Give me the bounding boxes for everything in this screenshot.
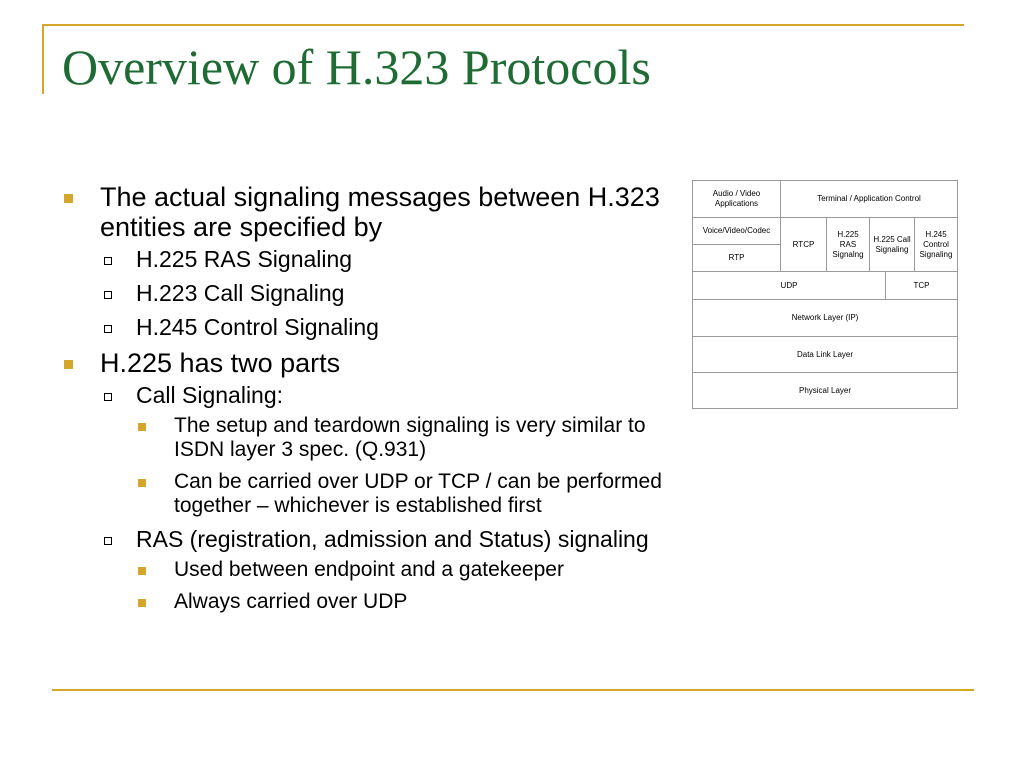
stack-cell-udp: UDP [780,280,798,290]
stack-cell-data-link-layer: Data Link Layer [796,349,854,359]
stack-cell-network-layer: Network Layer (IP) [791,313,859,322]
hollow-square-bullet-icon [104,537,112,545]
stack-cell-rtcp: RTCP [792,239,815,249]
sub-sub-bullet-text: Always carried over UDP [174,590,408,613]
bullet-text: H.225 has two parts [100,348,341,378]
square-bullet-icon [138,567,146,575]
sub-sub-bullet-item [136,590,672,614]
sub-sub-bullet-item [136,558,672,582]
stack-cell-audio-video-applications: Audio / Video Applications [712,189,761,208]
sub-sub-bullet-item [136,414,672,462]
sub-sub-bullet-text: Can be carried over UDP or TCP / can be performed together – whichever is established first [174,470,662,517]
stack-cell-voice-video-codec: Voice/Video/Codec [702,226,771,235]
left-accent-rule [42,24,44,94]
sub-bullet-text: H.225 RAS Signaling [136,246,353,272]
slide-title: Overview of H.323 Protocols [62,39,651,95]
bullet-item [62,182,672,340]
bullet-content [62,182,672,622]
stack-cell-h245-control: H.245 Control Signaling [919,229,953,259]
sub-sub-bullet-item [136,470,672,518]
square-bullet-icon [138,479,146,487]
stack-cell-rtp: RTP [728,253,745,262]
sub-bullet-item [100,280,672,306]
stack-cell-h225-ras: H.225 RAS Signalng [832,229,864,259]
sub-bullet-text: Call Signaling: [136,382,284,408]
sub-bullet-item [100,246,672,272]
hollow-square-bullet-icon [104,325,112,333]
sub-sub-bullet-list [136,558,672,614]
bottom-accent-rule [52,689,974,691]
square-bullet-icon [138,423,146,431]
square-bullet-icon [64,360,73,369]
hollow-square-bullet-icon [104,291,112,299]
stack-cell-terminal-application-control: Terminal / Application Control [817,194,921,203]
sub-sub-bullet-list [136,414,672,518]
stack-cell-physical-layer: Physical Layer [798,385,852,395]
sub-bullet-item [100,526,672,614]
square-bullet-icon [64,194,73,203]
stack-cell-tcp: TCP [913,280,930,290]
sub-bullet-text: H.223 Call Signaling [136,280,345,306]
top-accent-rule [42,24,964,26]
hollow-square-bullet-icon [104,257,112,265]
stack-cell-h225-call: H.225 Call Signaling [873,234,911,254]
sub-bullet-item [100,314,672,340]
protocol-stack-diagram [692,180,958,409]
sub-bullet-list [100,382,672,614]
sub-bullet-item [100,382,672,518]
square-bullet-icon [138,599,146,607]
hollow-square-bullet-icon [104,393,112,401]
sub-bullet-list [100,246,672,340]
sub-bullet-text: RAS (registration, admission and Status) signaling [136,526,649,552]
sub-sub-bullet-text: Used between endpoint and a gatekeeper [174,558,564,581]
sub-sub-bullet-text: The setup and teardown signaling is very similar to ISDN layer 3 spec. (Q.931) [174,414,646,461]
sub-bullet-text: H.245 Control Signaling [136,314,379,340]
bullet-list [62,182,672,614]
bullet-text: The actual signaling messages between H.323 entities are specified by [100,182,660,242]
bullet-item [62,348,672,614]
